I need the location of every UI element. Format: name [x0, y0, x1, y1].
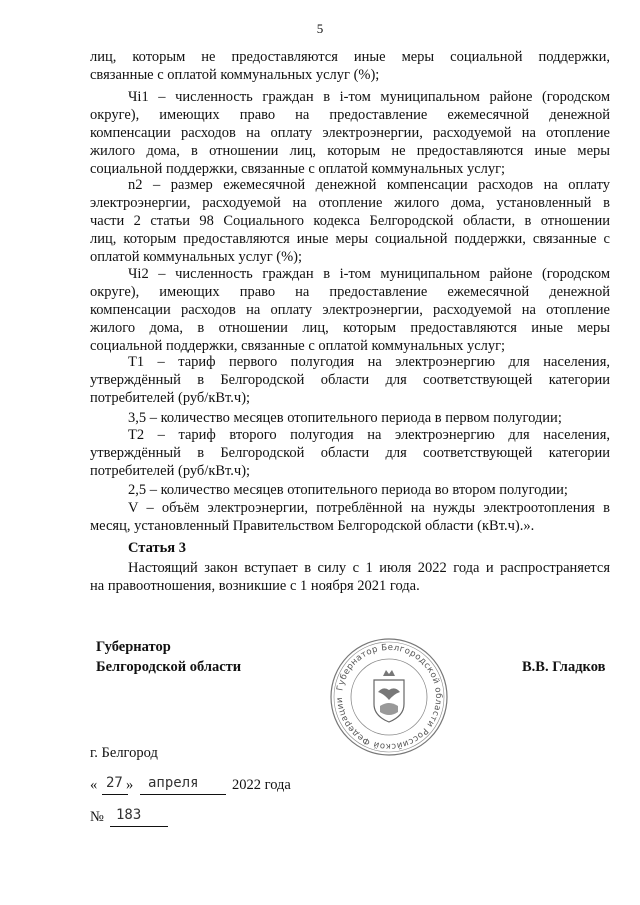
- paragraph-line: T2 – тариф второго полугодия на электроэнергию для населения,: [128, 427, 610, 443]
- paragraph-line: электроэнергии, расходуемой на отопление жилого дома, установленный в: [90, 195, 610, 211]
- paragraph-line: округе), имеющих право на предоставление ежемесячной денежной: [90, 107, 610, 123]
- date-quote-open: «: [90, 777, 98, 793]
- date-line: [90, 777, 390, 799]
- date-quote-close: »: [126, 777, 134, 793]
- paragraph-line: Чi2 – численность граждан в i-том муниципальном районе (городском: [128, 266, 610, 282]
- date-underline: [140, 794, 226, 795]
- paragraph-line: Чi1 – численность граждан в i-том муниципальном районе (городском: [128, 89, 610, 105]
- paragraph-line: потребителей (руб/кВт.ч);: [90, 390, 251, 406]
- paragraph-line: потребителей (руб/кВт.ч);: [90, 463, 251, 479]
- paragraph-line: утверждённый в Белгородской области для соответствующей категории: [90, 445, 610, 461]
- signature-title: Губернатор: [96, 639, 171, 655]
- date-month: апреля: [148, 775, 199, 791]
- governor-seal: [328, 636, 450, 758]
- number-underline: [110, 826, 168, 827]
- number-value: 183: [116, 807, 142, 823]
- coat-of-arms-icon: [374, 670, 404, 722]
- paragraph-line: жилого дома, в отношении лиц, которым предоставляются иные меры: [90, 320, 610, 336]
- paragraph-line: лиц, которым не предоставляются иные меры социальной поддержки,: [90, 49, 610, 65]
- paragraph-line: 3,5 – количество месяцев отопительного периода в первом полугодии;: [128, 410, 562, 426]
- paragraph-line: связанные с оплатой коммунальных услуг (%);: [90, 67, 380, 83]
- paragraph-line: компенсации расходов на оплату электроэнергии, расходуемой на отопление: [90, 302, 610, 318]
- number-prefix: №: [90, 809, 104, 825]
- page-number: 5: [316, 21, 324, 36]
- paragraph-line: компенсации расходов на оплату электроэнергии, расходуемой на отопление: [90, 125, 610, 141]
- paragraph-line: 2,5 – количество месяцев отопительного периода во втором полугодии;: [128, 482, 568, 498]
- signature-title: Белгородской области: [96, 659, 242, 675]
- paragraph-line: T1 – тариф первого полугодия на электроэнергию для населения,: [128, 354, 610, 370]
- date-underline: [102, 794, 128, 795]
- paragraph-line: части 2 статьи 98 Социального кодекса Белгородской области, в отношении: [90, 213, 610, 229]
- paragraph-line: жилого дома, в отношении лиц, которым не предоставляются иные меры: [90, 143, 610, 159]
- paragraph-line: V – объём электроэнергии, потреблённой на нужды электроотопления в: [128, 500, 610, 516]
- paragraph-line: n2 – размер ежемесячной денежной компенсации расходов на оплату: [128, 177, 610, 193]
- article-heading: Статья 3: [128, 540, 186, 556]
- seal-text: Губернатор Белгородской области Российской Федерации: [334, 642, 444, 752]
- date-day: 27: [106, 775, 123, 791]
- city-name: г. Белгород: [90, 745, 158, 761]
- signature-name: В.В. Гладков: [522, 659, 606, 675]
- paragraph-line: утверждённый в Белгородской области для соответствующей категории: [90, 372, 610, 388]
- paragraph-line: социальной поддержки, связанные с оплатой коммунальных услуг;: [90, 338, 506, 354]
- paragraph-line: округе), имеющих право на предоставление ежемесячной денежной: [90, 284, 610, 300]
- paragraph-line: лиц, которым предоставляются иные меры социальной поддержки, связанные с: [90, 231, 610, 247]
- number-line: [90, 809, 210, 831]
- paragraph-line: на правоотношения, возникшие с 1 ноября 2021 года.: [90, 578, 420, 594]
- paragraph-line: Настоящий закон вступает в силу с 1 июля 2022 года и распространяется: [128, 560, 610, 576]
- paragraph-line: оплатой коммунальных услуг (%);: [90, 249, 303, 265]
- paragraph-line: месяц, установленный Правительством Белгородской области (кВт.ч).».: [90, 518, 535, 534]
- date-year: 2022 года: [232, 777, 291, 793]
- paragraph-line: социальной поддержки, связанные с оплатой коммунальных услуг;: [90, 161, 506, 177]
